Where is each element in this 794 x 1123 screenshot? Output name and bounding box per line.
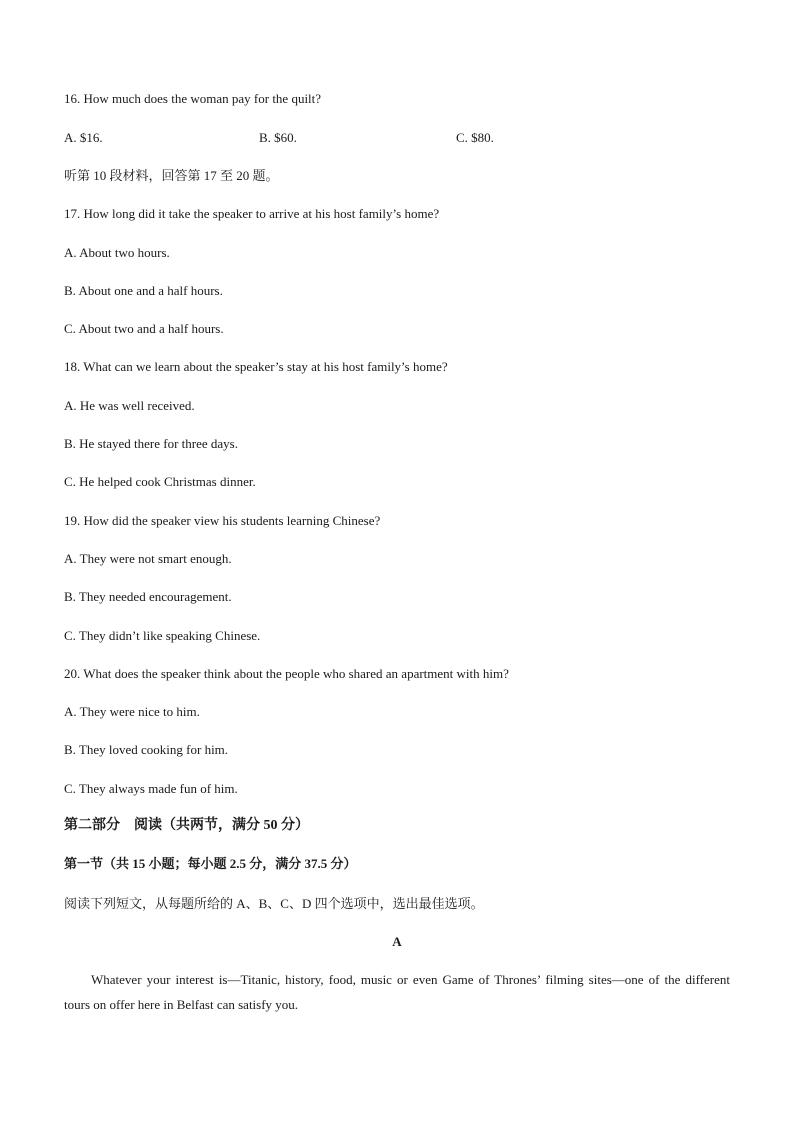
option-18-a: A. He was well received. — [64, 398, 195, 413]
option-19-c: C. They didn’t like speaking Chinese. — [64, 628, 261, 643]
option-20-c: C. They always made fun of him. — [64, 781, 238, 796]
question-16: 16. How much does the woman pay for the quilt? — [64, 91, 322, 106]
reading-instruction: 阅读下列短文，从每题所给的 A、B、C、D 四个选项中，选出最佳选项。 — [64, 896, 484, 911]
option-20-b: B. They loved cooking for him. — [64, 742, 229, 757]
option-20-a: A. They were nice to him. — [64, 704, 200, 719]
option-16-a: A. $16. — [64, 130, 103, 145]
option-18-c: C. He helped cook Christmas dinner. — [64, 474, 256, 489]
option-17-b: B. About one and a half hours. — [64, 283, 223, 298]
option-17-c: C. About two and a half hours. — [64, 321, 224, 336]
section-one-heading: 第一节（共 15 小题；每小题 2.5 分，满分 37.5 分） — [64, 856, 357, 871]
option-18-b: B. He stayed there for three days. — [64, 436, 238, 451]
option-16-c: C. $80. — [456, 130, 494, 145]
passage-paragraph: Whatever your interest is—Titanic, history, food, music or even Game of Thrones’ filming sites—one of the different tours on offer here in Belfast can satisfy you. — [64, 972, 730, 1012]
passage-label: A — [392, 934, 402, 949]
part-two-heading: 第二部分 阅读（共两节，满分 50 分） — [64, 818, 309, 833]
question-20: 20. What does the speaker think about the people who shared an apartment with him? — [64, 666, 509, 681]
option-17-a: A. About two hours. — [64, 245, 170, 260]
question-17: 17. How long did it take the speaker to arrive at his host family’s home? — [64, 206, 440, 221]
option-19-a: A. They were not smart enough. — [64, 551, 232, 566]
listening-instruction: 听第 10 段材料，回答第 17 至 20 题。 — [64, 168, 279, 183]
option-19-b: B. They needed encouragement. — [64, 589, 232, 604]
question-18: 18. What can we learn about the speaker’s stay at his host family’s home? — [64, 359, 448, 374]
question-16-options — [64, 130, 730, 146]
option-16-b: B. $60. — [259, 130, 297, 145]
question-19: 19. How did the speaker view his students learning Chinese? — [64, 513, 381, 528]
